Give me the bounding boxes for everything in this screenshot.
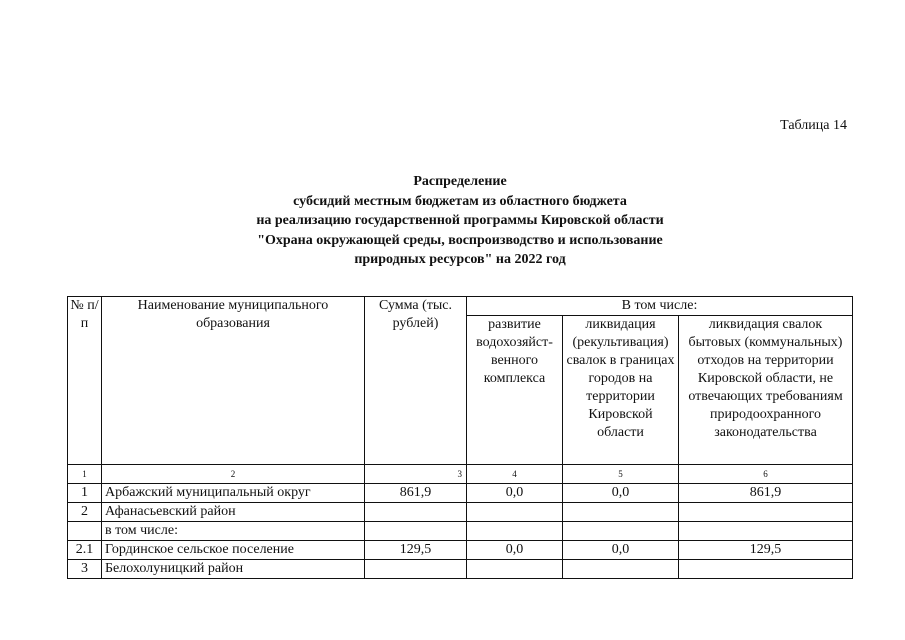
- header-name: Наименование муниципального образования: [102, 297, 365, 465]
- header-sub-household-dumps: ликвидация свалок бытовых (коммунальных) отходов на территории Кировской области, не отвечающих требованиям природоохранного законодательства: [679, 316, 853, 465]
- row-col4: 0,0: [467, 484, 563, 503]
- column-numbers-row: [68, 465, 853, 484]
- column-number: 3: [365, 465, 467, 484]
- row-name: Афанасьевский район: [102, 503, 365, 522]
- subsidy-table: [67, 296, 853, 579]
- row-num: 2: [68, 503, 102, 522]
- title-line: Распределение: [413, 174, 507, 189]
- row-sum: 129,5: [365, 541, 467, 560]
- header-including: В том числе:: [467, 297, 853, 316]
- document-title: [150, 172, 770, 270]
- header-sub-city-dumps: ликвидация (рекультивация) свалок в границах городов на территории Кировской области: [563, 316, 679, 465]
- row-col5: [563, 503, 679, 522]
- row-name: Белохолуницкий район: [102, 560, 365, 579]
- title-line: на реализацию государственной программы Кировской области: [256, 213, 664, 228]
- column-number: 1: [68, 465, 102, 484]
- row-col5: [563, 522, 679, 541]
- row-col6: 861,9: [679, 484, 853, 503]
- row-col5: 0,0: [563, 484, 679, 503]
- row-name: в том числе:: [102, 522, 365, 541]
- row-col4: 0,0: [467, 541, 563, 560]
- header-sub-water: развитие водохозяйст-венного комплекса: [467, 316, 563, 465]
- title-line: природных ресурсов" на 2022 год: [354, 252, 566, 267]
- row-name: Арбажский муниципальный округ: [102, 484, 365, 503]
- table-number-label: Таблица 14: [780, 118, 847, 133]
- row-col6: 129,5: [679, 541, 853, 560]
- title-line: "Охрана окружающей среды, воспроизводство и использование: [257, 232, 663, 248]
- row-num: 3: [68, 560, 102, 579]
- row-col5: [563, 560, 679, 579]
- row-col5: 0,0: [563, 541, 679, 560]
- header-row: [68, 297, 853, 316]
- table-row: [68, 541, 853, 560]
- row-col4: [467, 560, 563, 579]
- column-number: 2: [102, 465, 365, 484]
- table-row: [68, 484, 853, 503]
- row-name: Гординское сельское поселение: [102, 541, 365, 560]
- table-row: [68, 522, 853, 541]
- row-sum: [365, 503, 467, 522]
- row-col6: [679, 560, 853, 579]
- column-number: 4: [467, 465, 563, 484]
- row-sum: [365, 522, 467, 541]
- row-num: 2.1: [68, 541, 102, 560]
- table-row: [68, 560, 853, 579]
- column-number: 6: [679, 465, 853, 484]
- row-col4: [467, 522, 563, 541]
- column-number: 5: [563, 465, 679, 484]
- row-num: 1: [68, 484, 102, 503]
- row-col4: [467, 503, 563, 522]
- header-sum: Сумма (тыс. рублей): [365, 297, 467, 465]
- row-col6: [679, 522, 853, 541]
- row-sum: 861,9: [365, 484, 467, 503]
- row-num: [68, 522, 102, 541]
- row-col6: [679, 503, 853, 522]
- header-num: № п/п: [68, 297, 102, 465]
- title-line: субсидий местным бюджетам из областного бюджета: [293, 193, 627, 209]
- row-sum: [365, 560, 467, 579]
- table-row: [68, 503, 853, 522]
